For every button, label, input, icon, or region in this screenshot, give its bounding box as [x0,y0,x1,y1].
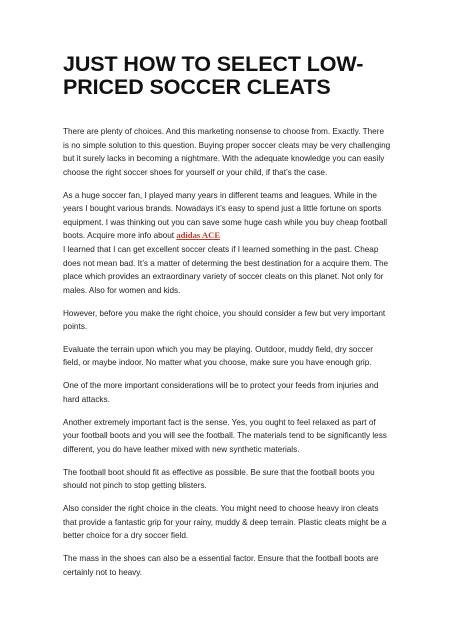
adidas-ace-link[interactable]: adidas ACE [176,230,221,241]
paragraph: Also consider the right choice in the cleats. You might need to choose heavy iron cleats that provide a fantastic grip for your rainy, muddy & deep terrain. Plastic cleats might be a better choice for a dry soccer field. [63,503,387,541]
paragraph: The football boot should fit as effective as possible. Be sure that the football boots you should not pinch to stop getting blisters. [63,467,375,491]
paragraph: Evaluate the terrain upon which you may be playing. Outdoor, muddy field, dry soccer field, or maybe indoor. No matter what you choose, make sure you have enough grip. [63,344,373,368]
paragraph: There are plenty of choices. And this marketing nonsense to choose from. Exactly. There is no simple solution to this question. Buying proper soccer cleats may be very challenging but it surely lacks in becoming a nightmare. With the adequate knowledge you can easily choose the right soccer shoes for yourself or your child, if that’s the case. [63,127,391,177]
paragraph: I learned that I can get excellent soccer cleats if I learned something in the past. Cheap does not mean bad. It’s a matter of determing the best destination for a acquire them. The place which provides an extraordinary variety of soccer cleats on this planet. Not only for males. Also for women and kids. [63,244,389,295]
paragraph: However, before you make the right choice, you should consider a few but very important points. [63,308,386,332]
paragraph: Another extremely important fact is the sense. Yes, you ought to feel relaxed as part of your football boots and you will see the football. The materials tend to be significantly less different, you do have leather mixed with new synthetic materials. [63,417,387,454]
paragraph: One of the more important considerations will be to protect your feeds from injuries and hard attacks. [63,381,379,404]
page-title: JUST HOW TO SELECT LOW-PRICED SOCCER CLEATS [63,52,364,99]
paragraph: The mass in the shoes can also be a essential factor. Ensure that the football boots are certainly not to heavy. [63,553,379,577]
article-body [63,125,391,588]
paragraph-text: As a huge soccer fan, I played many years in different teams and leagues. While in the years I bought various brands. Nowadays it’s easy to spend just a little fortune on sports equipment. I was thinking out you can save some huge cash while you buy cheap football boots. Acquire more info about [63,190,388,241]
paragraph [63,189,391,243]
